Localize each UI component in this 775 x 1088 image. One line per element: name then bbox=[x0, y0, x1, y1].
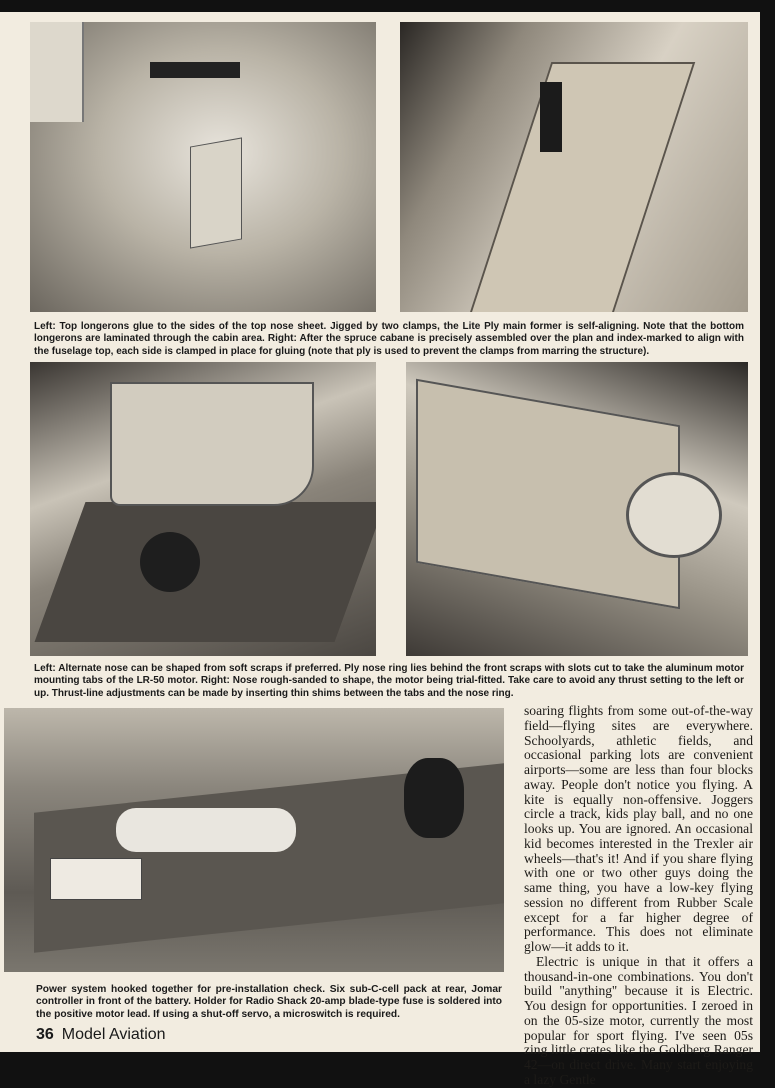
photo-power-system bbox=[4, 708, 504, 972]
caption-power-system: Power system hooked together for pre-installation check. Six sub-C-cell pack at rear, Jomar controller in front of the battery. Holder for Radio Shack 20-amp blade-type fuse is soldered into the positive motor lead. If using a shut-off servo, a microswitch is required. bbox=[36, 984, 502, 1020]
page-footer bbox=[36, 1026, 166, 1044]
clamp bbox=[150, 62, 240, 78]
fuselage-side bbox=[469, 62, 696, 312]
caption-middle-photos: Left: Alternate nose can be shaped from soft scraps if preferred. Ply nose ring lies behind the front scraps with slots cut to take the aluminum motor mounting tabs of the LR-50 motor. Right: Nose rough-sanded to shape, the motor being trial-fitted. Take care to avoid any thrust setting to the left or up. Thrust-line adjustments can be made by inserting thin shims between the tabs and the nose ring. bbox=[34, 663, 744, 699]
clamp bbox=[540, 82, 562, 152]
main-former bbox=[190, 137, 242, 248]
fuselage-nose bbox=[110, 382, 314, 506]
glue-bottle bbox=[30, 22, 84, 122]
magazine-page bbox=[0, 12, 760, 1087]
article-body-text bbox=[524, 704, 753, 1088]
paragraph: Electric is unique in that it offers a thousand-in-one combinations. You don't build ''anything'' because it is Electric. You design for opportunities. I zeroed in on the 05-size motor, currently the most popular for sport flying. I've seen 05s zing little crates like the Goldberg Ranger 42—on direct drive. Many start enjoying a lazy Gentle bbox=[524, 953, 753, 1087]
controller bbox=[50, 858, 142, 900]
magazine-title: Model Aviation bbox=[61, 1026, 166, 1043]
motor bbox=[140, 532, 200, 592]
battery-pack bbox=[116, 808, 296, 852]
paragraph: soaring flights from some out-of-the-way field—flying sites are everywhere. Schoolyards, athletic fields, and occasional parking lots are convenient airports—some are less than four blocks away. People don't notice you flying. A kite is equally non-offensive. Joggers circle a track, kids play ball, and no one looks up. You are ignored. An occasional kid becomes interested in the Trexler air wheels—that's it! And if you share flying with one or two other guys doing the same thing, you have a low-key flying session no different from Rubber Scale except for a far higher degree of performance. This does not eliminate glow—it adds to it. bbox=[524, 703, 753, 954]
photo-nose-rough-sanded bbox=[406, 362, 748, 656]
work-mat bbox=[35, 502, 376, 642]
page-number: 36 bbox=[36, 1026, 54, 1043]
photo-cabane-clamped bbox=[400, 22, 748, 312]
photo-alternate-nose bbox=[30, 362, 376, 656]
nose-ring-motor bbox=[626, 472, 722, 558]
caption-top-photos: Left: Top longerons glue to the sides of the top nose sheet. Jigged by two clamps, the Lite Ply main former is self-aligning. Note that the bottom longerons are laminated through the cabin area. Right: After the spruce cabane is precisely assembled over the plan and index-marked to align with the fuselage top, each side is clamped in place for gluing (note that ply is used to prevent the clamps from marring the structure). bbox=[34, 321, 744, 357]
motor bbox=[404, 758, 464, 838]
photo-nose-former-clamped bbox=[30, 22, 376, 312]
